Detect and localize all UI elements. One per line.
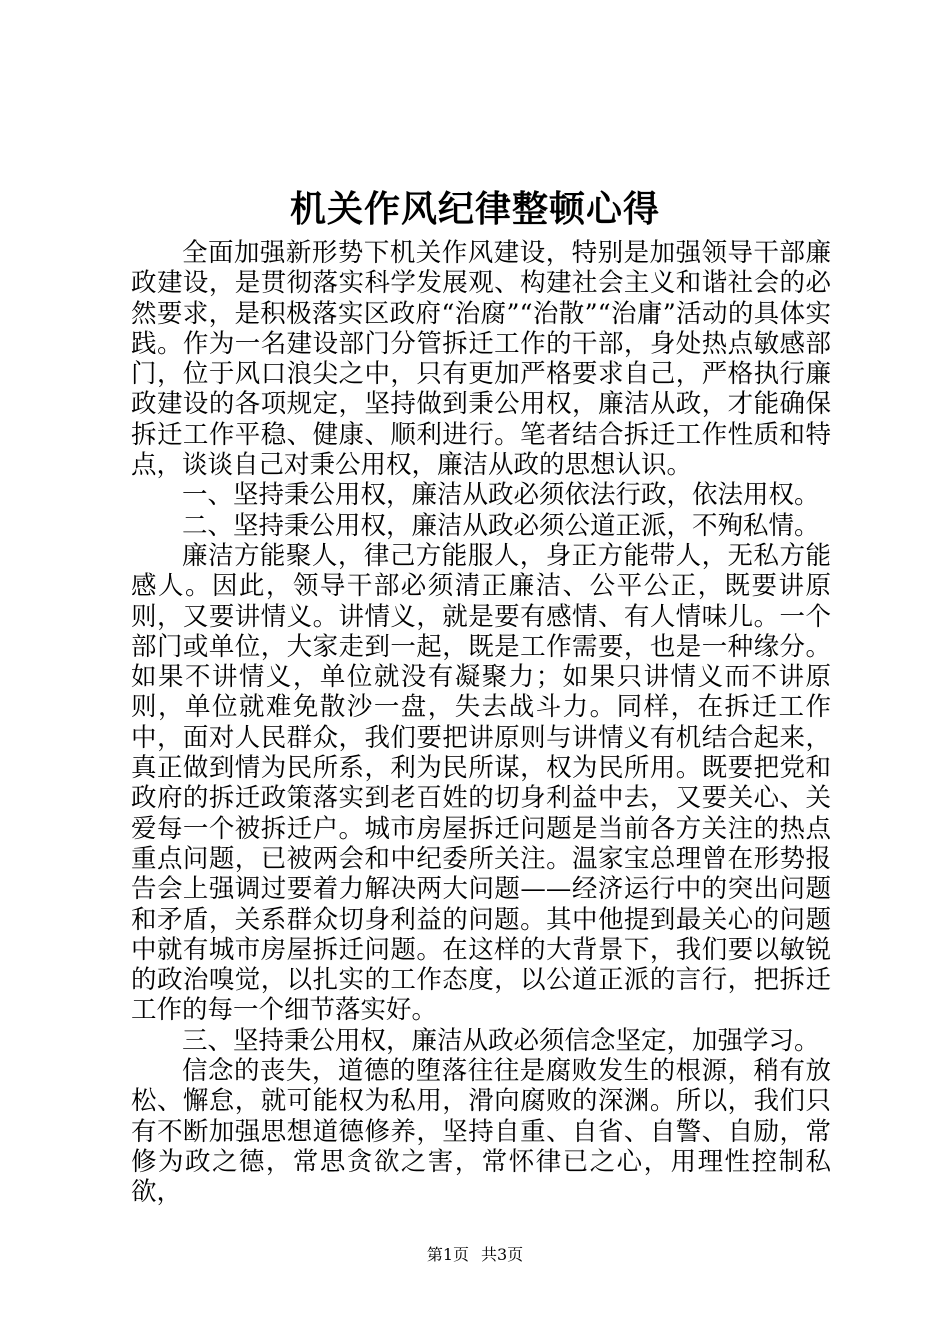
paragraph-point-three-body: 信念的丧失，道德的堕落往往是腐败发生的根源，稍有放松、懈怠，就可能权为私用，滑向腐败的深渊。所以，我们只有不断加强思想道德修养，坚持自重、自省、自警、自励，常修为政之德，常思贪欲之害，常怀律已之心，用理性控制私欲， xyxy=(131,1056,831,1208)
heading-point-three: 三、坚持秉公用权，廉洁从政必须信念坚定，加强学习。 xyxy=(182,1025,820,1056)
page-number: 第1页 xyxy=(426,1245,469,1264)
paragraph-intro: 全面加强新形势下机关作风建设，特别是加强领导干部廉政建设，是贯彻落实科学发展观、构建社会主义和谐社会的必然要求，是积极落实区政府“治腐”“治散”“治庸”活动的具体实践。作为一名建设部门分管拆迁工作的干部，身处热点敏感部门，位于风口浪尖之中，只有更加严格要求自己，严格执行廉政建设的各项规定，坚持做到秉公用权，廉洁从政，才能确保拆迁工作平稳、健康、顺利进行。笔者结合拆迁工作性质和特点，谈谈自己对秉公用权，廉洁从政的思想认识。 xyxy=(131,238,831,481)
page-footer xyxy=(0,1244,950,1266)
document-body xyxy=(131,238,831,1208)
heading-point-one: 一、坚持秉公用权，廉洁从政必须依法行政，依法用权。 xyxy=(182,480,820,511)
document-title: 机关作风纪律整顿心得 xyxy=(289,188,660,230)
page-total: 共3页 xyxy=(481,1245,524,1264)
heading-point-two: 二、坚持秉公用权，廉洁从政必须公道正派，不殉私情。 xyxy=(182,510,820,541)
paragraph-point-two-body: 廉洁方能聚人，律己方能服人，身正方能带人，无私方能感人。因此，领导干部必须清正廉洁、公平公正，既要讲原则，又要讲情义。讲情义，就是要有感情、有人情味儿。一个部门或单位，大家走到一起，既是工作需要，也是一种缘分。如果不讲情义，单位就没有凝聚力；如果只讲情义而不讲原则，单位就难免散沙一盘，失去战斗力。同样，在拆迁工作中，面对人民群众，我们要把讲原则与讲情义有机结合起来，真正做到情为民所系，利为民所谋，权为民所用。既要把党和政府的拆迁政策落实到老百姓的切身利益中去，又要关心、关爱每一个被拆迁户。城市房屋拆迁问题是当前各方关注的热点重点问题，已被两会和中纪委所关注。温家宝总理曾在形势报告会上强调过要着力解决两大问题——经济运行中的突出问题和矛盾，关系群众切身利益的问题。其中他提到最关心的问题中就有城市房屋拆迁问题。在这样的大背景下，我们要以敏锐的政治嗅觉，以扎实的工作态度，以公道正派的言行，把拆迁工作的每一个细节落实好。 xyxy=(131,540,831,1026)
